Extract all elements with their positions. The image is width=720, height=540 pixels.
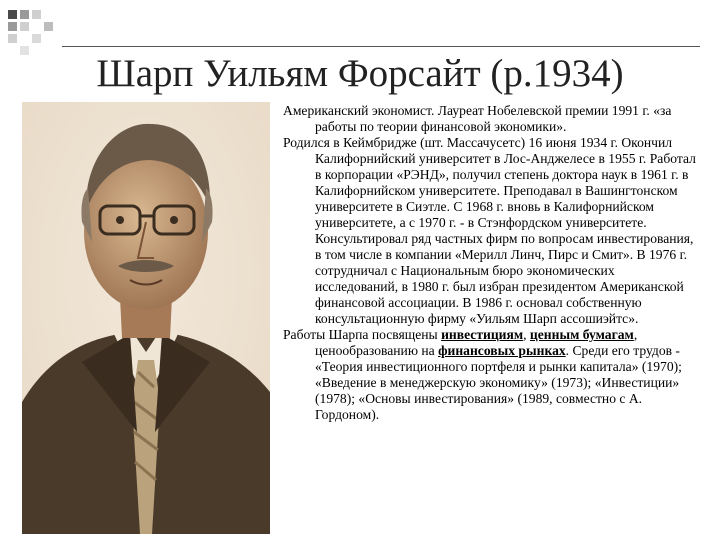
works-text: , ценообразованию на — [315, 327, 638, 358]
works-text: , — [523, 327, 530, 342]
biography-text — [283, 103, 698, 423]
slide-title: Шарп Уильям Форсайт (р.1934) — [96, 52, 624, 95]
paragraph-intro: Американский экономист. Лауреат Нобелевской премии 1991 г. «за работы по теории финансовой экономики». — [283, 103, 672, 134]
link-financial-markets[interactable]: финансовых рынках — [438, 343, 566, 358]
link-investments[interactable]: инвестициям — [441, 327, 524, 342]
works-text: Работы Шарпа посвящены — [283, 327, 442, 342]
title-rule — [62, 46, 700, 47]
works-text: . Среди его трудов - «Теория инвестиционного портфеля и рынки капитала» (1970); «Введение в менеджерскую экономику» (1973); «Инвестиции» (1978); «Основы инвестирования» (1989, совместно с А. Гордоном). — [315, 343, 682, 422]
paragraph-works — [283, 327, 698, 423]
link-securities[interactable]: ценным бумагам — [529, 327, 634, 342]
portrait-photo — [22, 102, 270, 534]
paragraph-career: Родился в Кеймбридже (шт. Массачусетс) 16 июня 1934 г. Окончил Калифорнийский университет в Лос-Анджелесе в 1955 г. Работал в корпорации «РЭНД», получил степень доктора наук в 1961 г. в Калифорнийском университете. Преподавал в Вашингтонском университете в Сиэтле. С 1968 г. вновь в Калифорнийском университете, а с 1970 г. - в Стэнфордском университете. Консультировал ряд частных фирм по вопросам инвестирования, в том числе в компании «Мерилл Линч, Пирс и Смит». В 1976 г. сотрудничал с Национальным бюро экономических исследований, в 1980 г. был избран президентом Американской финансовой ассоциации. В 1986 г. основал собственную консультационную фирму «Уильям Шарп ассошиэйтс». — [283, 135, 696, 326]
